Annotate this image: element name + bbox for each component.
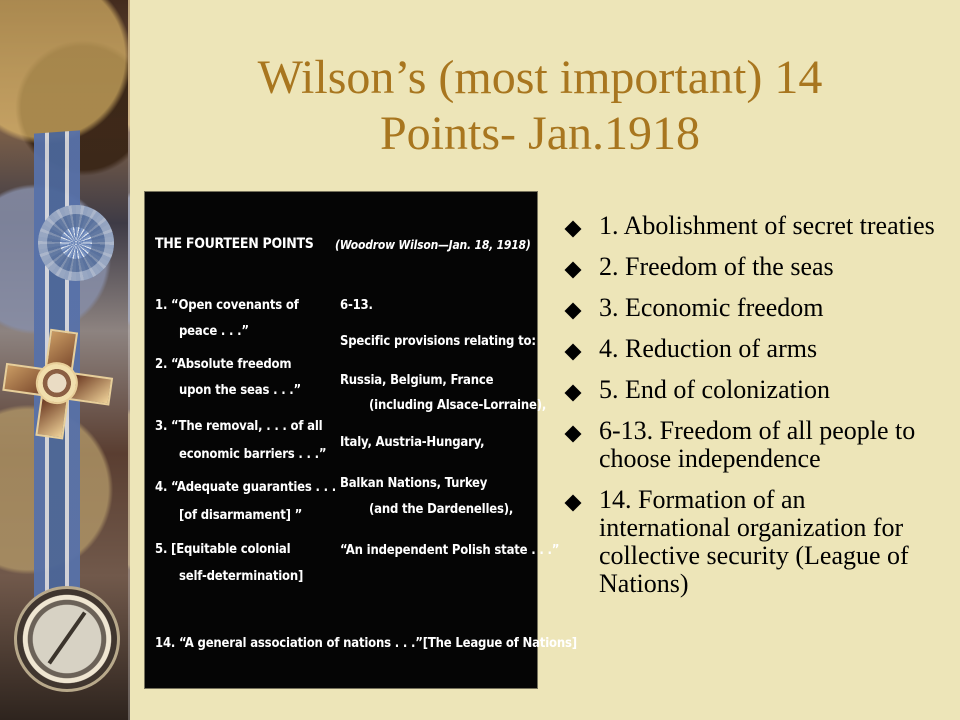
slide-title-line-1: Wilson’s (most important) 14 bbox=[257, 51, 823, 104]
slide-title bbox=[160, 50, 920, 162]
image-left-item: [of disarmament] ” bbox=[179, 508, 303, 523]
diamond-bullet-icon bbox=[565, 426, 582, 443]
bullet-item bbox=[567, 294, 937, 322]
diamond-bullet-icon bbox=[565, 221, 582, 238]
bullet-text: 5. End of colonization bbox=[599, 375, 831, 404]
bullet-text: 4. Reduction of arms bbox=[599, 334, 818, 363]
image-subheading: (Woodrow Wilson—Jan. 18, 1918) bbox=[335, 238, 531, 252]
diamond-bullet-icon bbox=[565, 303, 582, 320]
image-left-item: 5. [Equitable colonial bbox=[155, 542, 291, 557]
bullet-text: 6-13. Freedom of all people to choose independence bbox=[599, 416, 916, 473]
image-left-item: economic barriers . . .” bbox=[179, 447, 327, 462]
image-right-item: Balkan Nations, Turkey bbox=[340, 476, 488, 491]
bullet-item bbox=[567, 417, 937, 473]
image-right-item: “An independent Polish state . . .” bbox=[340, 543, 560, 558]
compass-icon bbox=[14, 586, 120, 692]
diamond-bullet-icon bbox=[565, 262, 582, 279]
image-bottom-item: 14. “A general association of nations . . .”[The League of Nations] bbox=[155, 636, 577, 651]
image-left-item: upon the seas . . .” bbox=[179, 383, 302, 398]
medal-cross-icon bbox=[0, 323, 115, 440]
diamond-bullet-icon bbox=[565, 385, 582, 402]
image-left-item: 1. “Open covenants of bbox=[155, 298, 299, 313]
bullet-text: 1. Abolishment of secret treaties bbox=[599, 211, 935, 240]
fourteen-points-image bbox=[145, 192, 577, 688]
image-right-item: Russia, Belgium, France bbox=[340, 373, 494, 388]
image-right-item: 6-13. bbox=[340, 298, 373, 313]
image-left-item: self-determination] bbox=[179, 569, 304, 584]
image-right-item: (and the Dardenelles), bbox=[369, 502, 514, 517]
ribbon-rosette-icon bbox=[38, 205, 114, 281]
bullet-item bbox=[567, 486, 937, 598]
image-right-item: (including Alsace-Lorraine), bbox=[369, 398, 547, 413]
image-right-item: Italy, Austria-Hungary, bbox=[340, 435, 485, 450]
image-heading: THE FOURTEEN POINTS bbox=[155, 236, 314, 252]
bullet-text: 14. Formation of an international organization for collective security (League of Nations) bbox=[599, 485, 909, 598]
image-left-item: 2. “Absolute freedom bbox=[155, 357, 292, 372]
image-left-item: 4. “Adequate guaranties . . . bbox=[155, 480, 337, 495]
slide-title-line-2: Points- Jan.1918 bbox=[379, 107, 700, 160]
bullet-text: 2. Freedom of the seas bbox=[599, 252, 834, 281]
image-left-item: peace . . .” bbox=[179, 324, 249, 339]
image-right-item: Specific provisions relating to: bbox=[340, 334, 536, 349]
bullet-item bbox=[567, 376, 937, 404]
decorative-medal-strip bbox=[0, 0, 130, 720]
bullet-item bbox=[567, 335, 937, 363]
bullet-text: 3. Economic freedom bbox=[599, 293, 824, 322]
diamond-bullet-icon bbox=[565, 344, 582, 361]
bullet-item bbox=[567, 253, 937, 281]
diamond-bullet-icon bbox=[565, 495, 582, 512]
bullet-item bbox=[567, 212, 937, 240]
image-left-item: 3. “The removal, . . . of all bbox=[155, 419, 323, 434]
bullet-list bbox=[567, 212, 937, 611]
